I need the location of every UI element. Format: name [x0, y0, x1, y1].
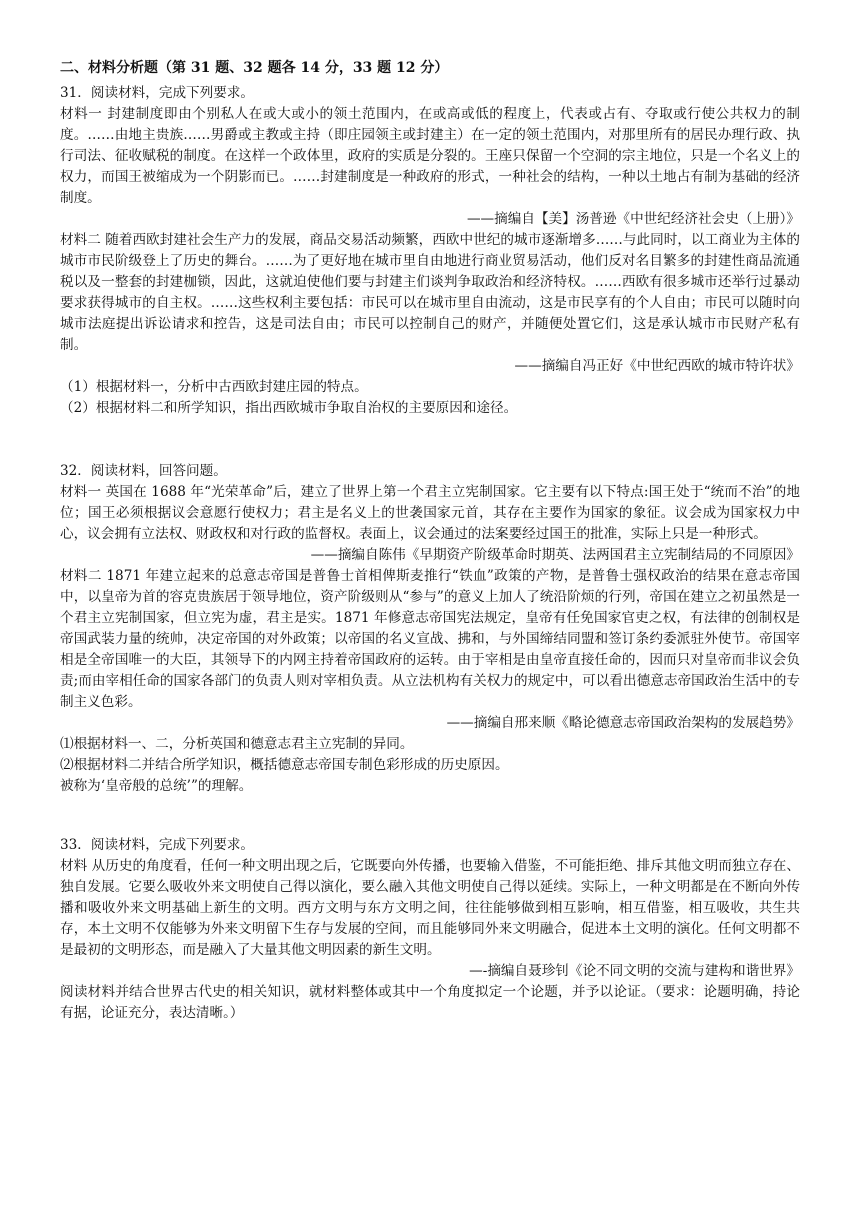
question-32: [60, 461, 800, 797]
q31-ask-1: （1）根据材料一，分析中古西欧封建庄园的特点。: [60, 379, 368, 395]
q32-ask-2: ⑵根据材料二并结合所学知识，概括德意志帝国专制色彩形成的历史原因。: [60, 757, 509, 773]
q32-material-1-text: 英国在 1688 年“光荣革命”后，建立了世界上第一个君主立宪制国家。它主要有以下特点:国王处于“统而不治”的地位；国王必须根据议会意愿行使权力；君主是名义上的世袭国家元首，其存在主要作为国家的象征。议会成为国家权力中心，议会拥有立法权、财政权和对行政的监督权。表面上，议会通过的法案要经过国王的批准，实际上只是一种形式。: [60, 484, 800, 542]
question-32-head: 32．阅读材料，回答问题。: [60, 463, 227, 479]
q33-material-label: 材料: [60, 858, 92, 874]
q32-material-2-source: ——摘编自邢来顺《略论德意志帝国政治架构的发展趋势》: [446, 715, 800, 731]
q32-material-2-text: 1871 年建立起来的总意志帝国是普鲁士首相俾斯麦推行“铁血”政策的产物，是普鲁士强权政治的结果在意志帝国中，以皇帝为首的容克贵族居于领导地位，资产阶级则从“参与”的意义上加人了统沿阶烦的行列，帝国在建立之初虽然是一个君主立宪制国家，但立宪为虚，君主是实。1871 年修意志帝国宪法规定，皇帝有任免国家官吏之权，有法律的创制权是帝国武装力量的统帅，决定帝国的对外政策；以帝国的名义宣战、拂和，与外国缔结同盟和签订条约委派驻外使节。帝国宰相是全帝国唯一的大臣，其领导下的内网主持着帝国政府的运转。由于宰相是由皇帝直接任命的，因而只对皇帝而非议会负责;而由宰相任命的国家各部门的负责人则对宰相负责。从立法机构有关权力的规定中，可以看出德意志帝国政治生活中的专制主义色彩。: [60, 568, 801, 710]
q32-ask-1: ⑴根据材料一、二，分析英国和德意志君主立宪制的异同。: [60, 736, 414, 752]
question-33: [60, 835, 800, 1024]
spacer: [60, 797, 800, 835]
q33-material-source: —-摘编自聂珍钊《论不同文明的交流与建构和谐世界》: [469, 963, 800, 979]
q31-material-1-source: ——摘编自【美】汤普逊《中世纪经济社会史（上册）》: [466, 211, 800, 227]
q33-ask: 阅读材料并结合世界古代史的相关知识，就材料整体或其中一个角度拟定一个论题，并予以论证。（要求：论题明确，持论有据，论证充分，表达清晰。）: [60, 984, 800, 1021]
q32-ask-3: 被称为‘皇帝般的总统’”的理解。: [60, 778, 253, 794]
q32-material-1-label: 材料一: [60, 484, 106, 500]
q31-material-2: [60, 230, 800, 356]
q33-material-text: 从历史的角度看，任何一种文明出现之后，它既要向外传播，也要输入借鉴，不可能拒绝、排斥其他文明而独立存在、独自发展。它要么吸收外来文明使自己得以演化，要么融入其他文明使自己得以延续。实际上，一种文明都是在不断向外传播和吸收外来文明基础上新生的文明。西方文明与东方文明之间，往往能够做到相互影响，相互借鉴，相互吸收，共生共存，本土文明不仅能够为外来文明留下生存与发展的空间，而且能够同外来文明融合，促进本土文明的演化。任何文明都不是最初的文明形态，而是融入了大量其他文明因素的新生文明。: [60, 858, 801, 958]
q31-material-2-text: 随着西欧封建社会生产力的发展，商品交易活动频繁，西欧中世纪的城市逐渐增多……与此同时，以工商业为主体的城市市民阶级登上了历史的舞台。……为了更好地在城市里自由地进行商业贸易活动，他们反对名目繁多的封建性商品流通税以及一整套的封建枷锁，因此，这就迫使他们要与封建主们谈判争取政治和经济特权。……西欧有很多城市还举行过暴动要求获得城市的自主权。……这些权利主要包括：市民可以在城市里自由流动，这是市民享有的个人自由；市民可以随时向城市法庭提出诉讼请求和控告，这是司法自由；市民可以控制自己的财产，并随便处置它们，这是承认城市市民财产私有制。: [60, 232, 800, 353]
spacer: [60, 419, 800, 461]
q31-material-1: [60, 104, 800, 209]
q32-material-2: [60, 566, 800, 713]
q31-ask-2: （2）根据材料二和所学知识，指出西欧城市争取自治权的主要原因和途径。: [60, 400, 518, 416]
q31-material-1-text: 封建制度即由个别私人在或大或小的领土范围内，在或高或低的程度上，代表或占有、夺取或行使公共权力的制度。……由地主贵族……男爵或主教或主持（即庄园领主或封建主）在一定的领土范围内，对那里所有的居民办理行政、执行司法、征收赋税的制度。在这样一个政体里，政府的实质是分裂的。王座只保留一个空洞的宗主地位，只是一个名义上的权力，而国王被缩成为一个阴影而已。……封建制度是一种政府的形式，一种社会的结构，一种以土地占有制为基础的经济制度。: [60, 106, 800, 206]
section-title: 二、材料分析题（第 31 题、32 题各 14 分，33 题 12 分）: [60, 60, 449, 76]
q31-material-2-source: ——摘编自冯正好《中世纪西欧的城市特许状》: [514, 358, 800, 374]
q32-material-2-label: 材料二: [60, 568, 107, 584]
q31-material-2-label: 材料二: [60, 232, 106, 248]
q33-material: [60, 856, 800, 961]
q31-material-1-label: 材料一: [60, 106, 108, 122]
q32-material-1: [60, 482, 800, 545]
q32-material-1-source: ——摘编自陈伟《早期资产阶级革命时期英、法两国君主立宪制结局的不同原因》: [310, 547, 800, 563]
question-31-head: 31．阅读材料，完成下列要求。: [60, 85, 255, 101]
question-31: [60, 83, 800, 419]
question-33-head: 33．阅读材料，完成下列要求。: [60, 837, 255, 853]
